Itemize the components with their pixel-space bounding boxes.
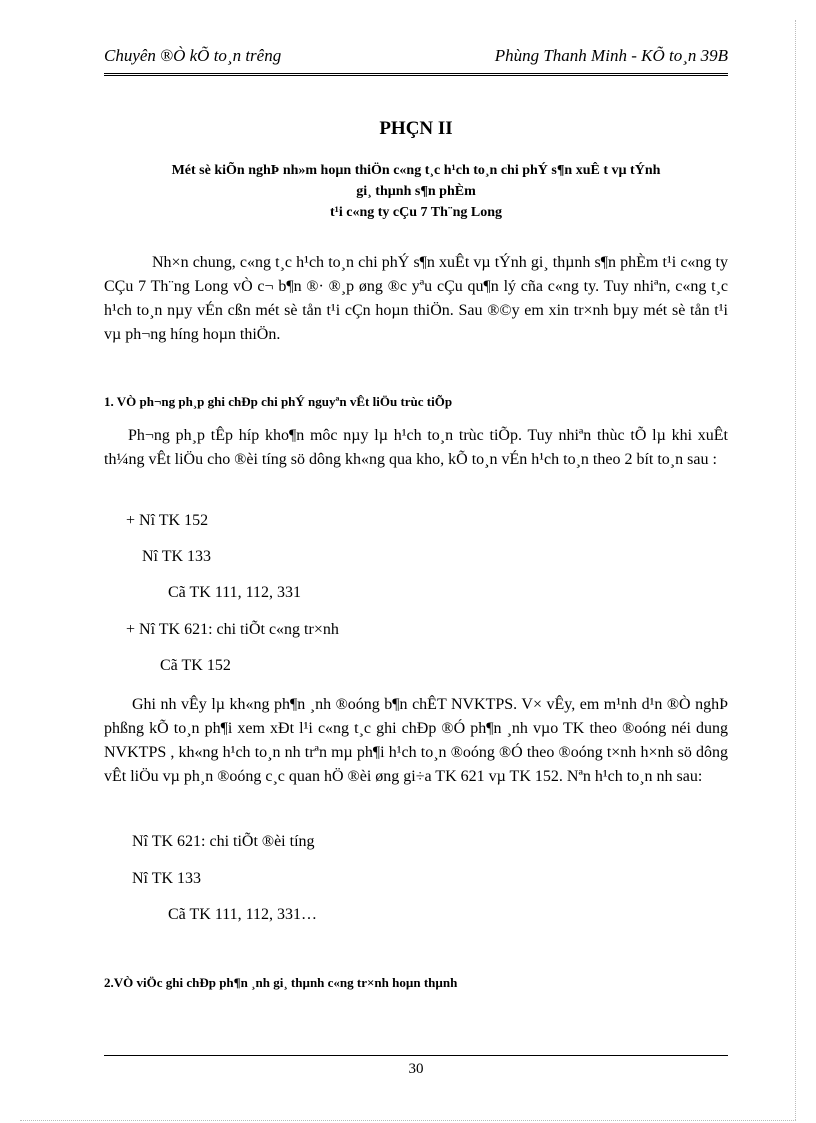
intro-paragraph: Nh×n chung, c«ng t¸c h¹ch to¸n chi phÝ s¶n xuÊt vµ tÝnh gi¸ thµnh s¶n phÈm t¹i c«ng ty CÇu 7 Th¨ng Long vÒ c¬ b¶n ®· ®¸p øng ®c yªu cÇu qu¶n lý cña c«ng ty. Tuy nhiªn, c«ng t¸c h¹ch to¸n nµy vÉn cßn mét sè tån t¹i cÇn hoµn thiÖn. Sau ®©y em xin tr×nh bµy mét sè tån t¹i vµ ph¬ng híng hoµn thiÖn.	[104, 254, 728, 343]
entry-credit-111-112-331-second: Cã TK 111, 112, 331…	[168, 906, 318, 923]
section-1-paragraph-1: Ph¬ng ph¸p tÊp híp kho¶n môc nµy lµ h¹ch to¸n trùc tiÕp. Tuy nhiªn thùc tÕ lµ khi xuÊt th¼ng vÊt liÖu cho ®èi tíng sö dông kh«ng qua kho, kÕ to¸n vÉn h¹ch to¸n theo 2 bít to¸n sau :	[104, 427, 728, 468]
header-author: Phùng Thanh Minh - KÕ to¸n 39B	[494, 46, 728, 65]
page-header	[104, 46, 728, 70]
page-bottom-edge	[20, 1120, 796, 1121]
entry-debit-133-second: Nî TK 133	[132, 870, 202, 887]
subtitle-line-3: t¹i c«ng ty cÇu 7 Th¨ng Long	[330, 205, 502, 220]
header-divider	[104, 73, 728, 76]
section-1-heading: 1. VÒ ph¬ng ph¸p ghi chÐp chi phÝ nguyªn vÊt liÖu trùc tiÕp	[104, 394, 453, 409]
section-2-heading: 2.VÒ viÖc ghi chÐp ph¶n ¸nh gi¸ thµnh c«ng tr×nh hoµn thµnh	[104, 975, 458, 990]
entry-debit-621-detail: Nî TK 621: chi tiÕt ®èi tíng	[132, 833, 315, 850]
page-right-edge	[795, 20, 796, 1120]
entry-debit-152: + Nî TK 152	[126, 512, 209, 529]
subtitle-line-1: Mét sè kiÕn nghÞ nh»m hoµn thiÖn c«ng t¸c h¹ch to¸n chi phÝ s¶n xuÊ t vµ tÝnh	[171, 163, 661, 178]
entry-debit-133: Nî TK 133	[142, 548, 212, 565]
part-title: PHÇN II	[379, 118, 453, 139]
entry-credit-152: Cã TK 152	[160, 657, 231, 674]
entry-credit-111-112-331: Cã TK 111, 112, 331	[168, 584, 302, 601]
page-number: 30	[408, 1061, 424, 1077]
header-topic: Chuyên ®Ò kÕ to¸n trêng	[104, 46, 282, 65]
subtitle-line-2: gi¸ thµnh s¶n phÈm	[356, 184, 476, 199]
footer-divider	[104, 1055, 728, 1056]
entry-debit-621: + Nî TK 621: chi tiÕt c«ng tr×nh	[126, 621, 339, 638]
section-1-paragraph-2: Ghi nh vÊy lµ kh«ng ph¶n ¸nh ®oóng b¶n chÊT NVKTPS. V× vÊy, em m¹nh d¹n ®Ò nghÞ phßng kÕ to¸n ph¶i xem xÐt l¹i c«ng t¸c ghi chÐp ®Ó ph¶n ¸nh vµo TK theo ®oóng néi dung NVKTPS , kh«ng h¹ch to¸n nh trªn mµ ph¶i h¹ch to¸n ®oóng ®Ó theo ®oóng t×nh h×nh sö dông vÊt liÖu vµ ph¸n ®oóng c¸c quan hÖ ®èi øng gi÷a TK 621 vµ TK 152. Nªn h¹ch to¸n nh sau:	[104, 696, 728, 785]
